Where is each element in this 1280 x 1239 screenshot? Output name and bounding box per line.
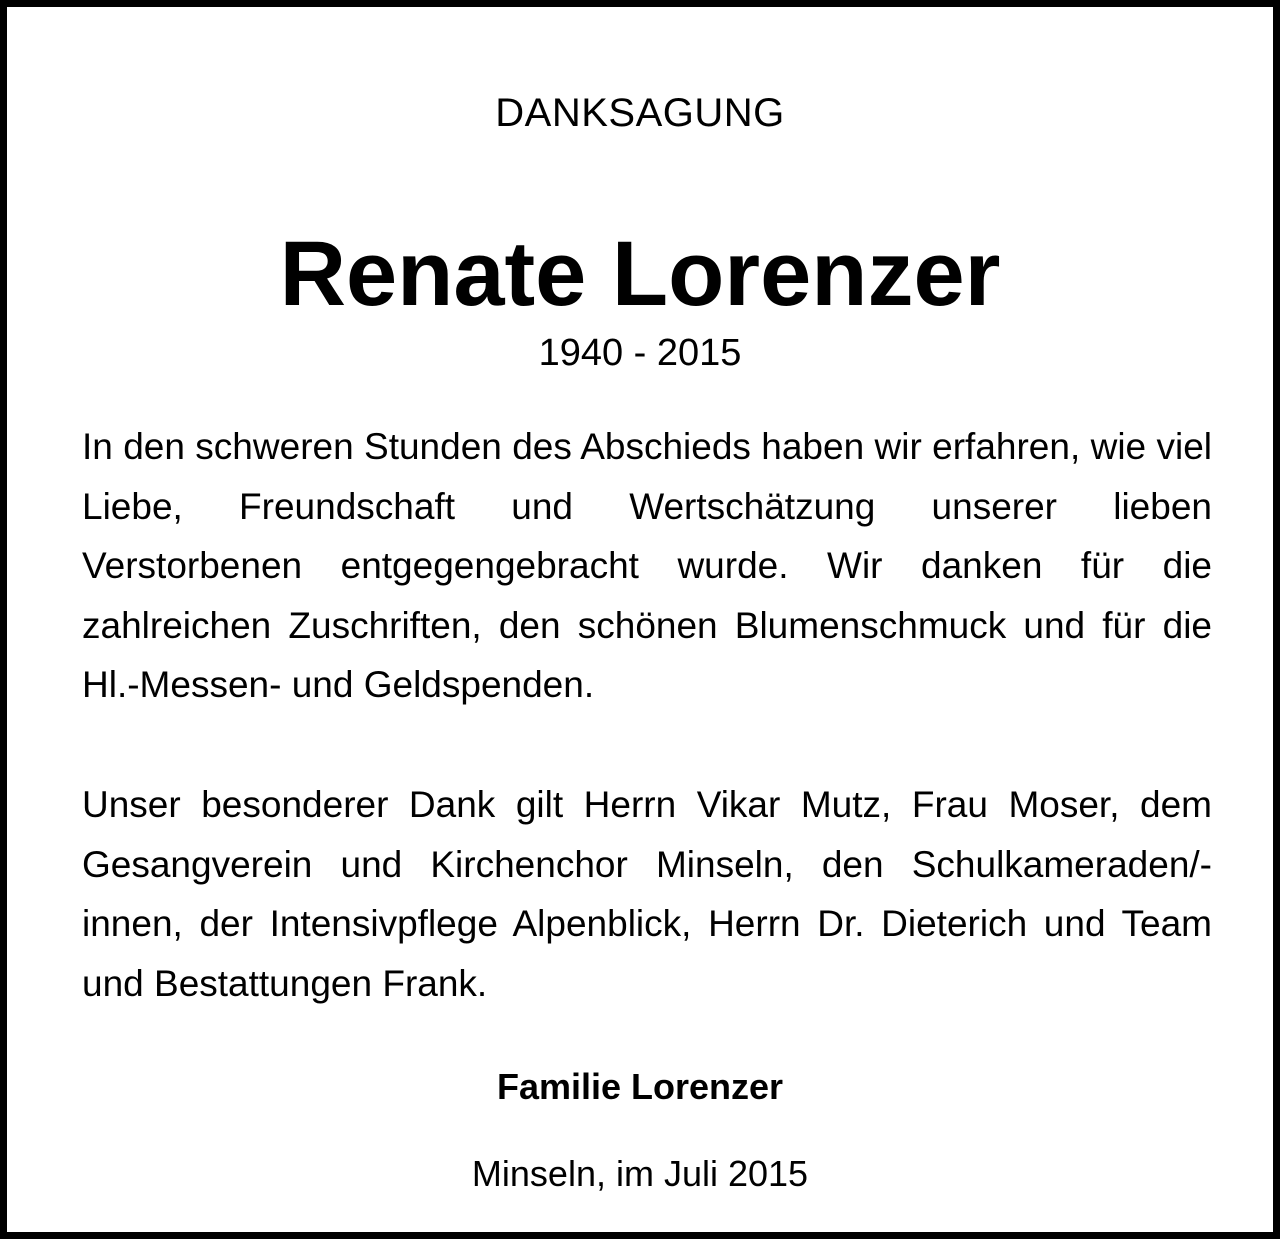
place-date: Minseln, im Juli 2015 bbox=[471, 1153, 809, 1194]
thanks-paragraph-1: In den schweren Stunden des Abschieds haben wir erfahren, wie viel Liebe, Freundschaft und Wertschätzung unserer lieben Verstorbenen entgegengebracht wurde. Wir danken für die zahlreichen Zuschriften, den schönen Blumenschmuck und für die Hl.-Messen- und Geldspenden. bbox=[82, 426, 1212, 705]
notice-header: DANKSAGUNG bbox=[495, 91, 785, 135]
family-signature: Familie Lorenzer bbox=[496, 1066, 784, 1107]
life-years: 1940 - 2015 bbox=[538, 332, 742, 374]
thanks-paragraph-2: Unser besonderer Dank gilt Herrn Vikar Mutz, Frau Moser, dem Gesangverein und Kirchenchor Minseln, den Schulkameraden/-innen, der Intensivpflege Alpenblick, Herrn Dr. Dieterich und Team und Bestattungen Frank. bbox=[82, 784, 1212, 1004]
deceased-name: Renate Lorenzer bbox=[279, 223, 1001, 325]
